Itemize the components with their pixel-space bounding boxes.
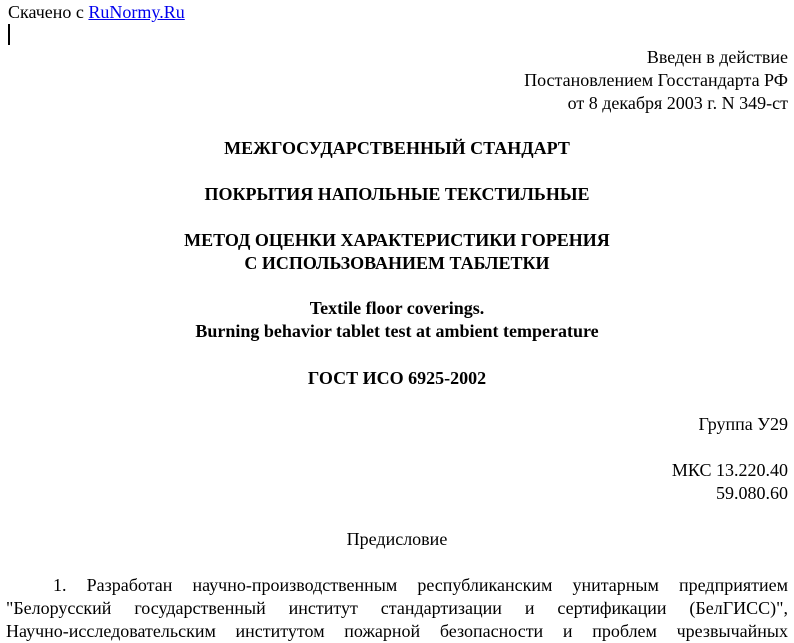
enactment-line: Введен в действие	[646, 47, 788, 67]
method-title-line2: С ИСПОЛЬЗОВАНИЕМ ТАБЛЕТКИ	[244, 253, 550, 273]
download-source-line	[8, 1, 185, 23]
standard-type-heading	[0, 137, 794, 160]
group-classification	[698, 413, 788, 436]
download-prefix: Скачено с	[8, 2, 84, 22]
mks-code-line1: МКС 13.220.40	[671, 460, 788, 480]
subject-heading	[0, 183, 794, 206]
foreword-paragraph	[6, 574, 788, 643]
paragraph-line: 1. Разработан научно-производственным республиканским унитарным предприятием	[53, 575, 788, 595]
mks-code-line2: 59.080.60	[716, 483, 788, 503]
group-code: Группа У29	[698, 414, 788, 434]
mks-classification	[672, 459, 788, 505]
foreword-heading: Предисловие	[346, 529, 448, 549]
decree-line: Постановлением Госстандарта РФ	[524, 70, 788, 90]
method-heading	[0, 229, 794, 275]
source-link[interactable]: RuNormy.Ru	[88, 2, 185, 22]
method-title-line1: МЕТОД ОЦЕНКИ ХАРАКТЕРИСТИКИ ГОРЕНИЯ	[184, 230, 610, 250]
text-cursor	[8, 24, 10, 45]
english-title	[0, 297, 794, 343]
subject-title: ПОКРЫТИЯ НАПОЛЬНЫЕ ТЕКСТИЛЬНЫЕ	[204, 184, 590, 204]
english-title-line2: Burning behavior tablet test at ambient temperature	[195, 321, 599, 341]
gost-designation	[0, 367, 794, 390]
interstate-standard-title: МЕЖГОСУДАРСТВЕННЫЙ СТАНДАРТ	[224, 138, 570, 158]
enactment-note	[524, 46, 788, 115]
decree-date-line: от 8 декабря 2003 г. N 349-ст	[567, 93, 788, 113]
paragraph-line: "Белорусский государственный институт стандартизации и сертификации (БелГИСС)",	[6, 598, 788, 618]
gost-number: ГОСТ ИСО 6925-2002	[307, 368, 487, 388]
english-title-line1: Textile floor coverings.	[309, 298, 485, 318]
paragraph-line: Научно-исследовательским институтом пожарной безопасности и проблем чрезвычайных	[6, 621, 788, 641]
